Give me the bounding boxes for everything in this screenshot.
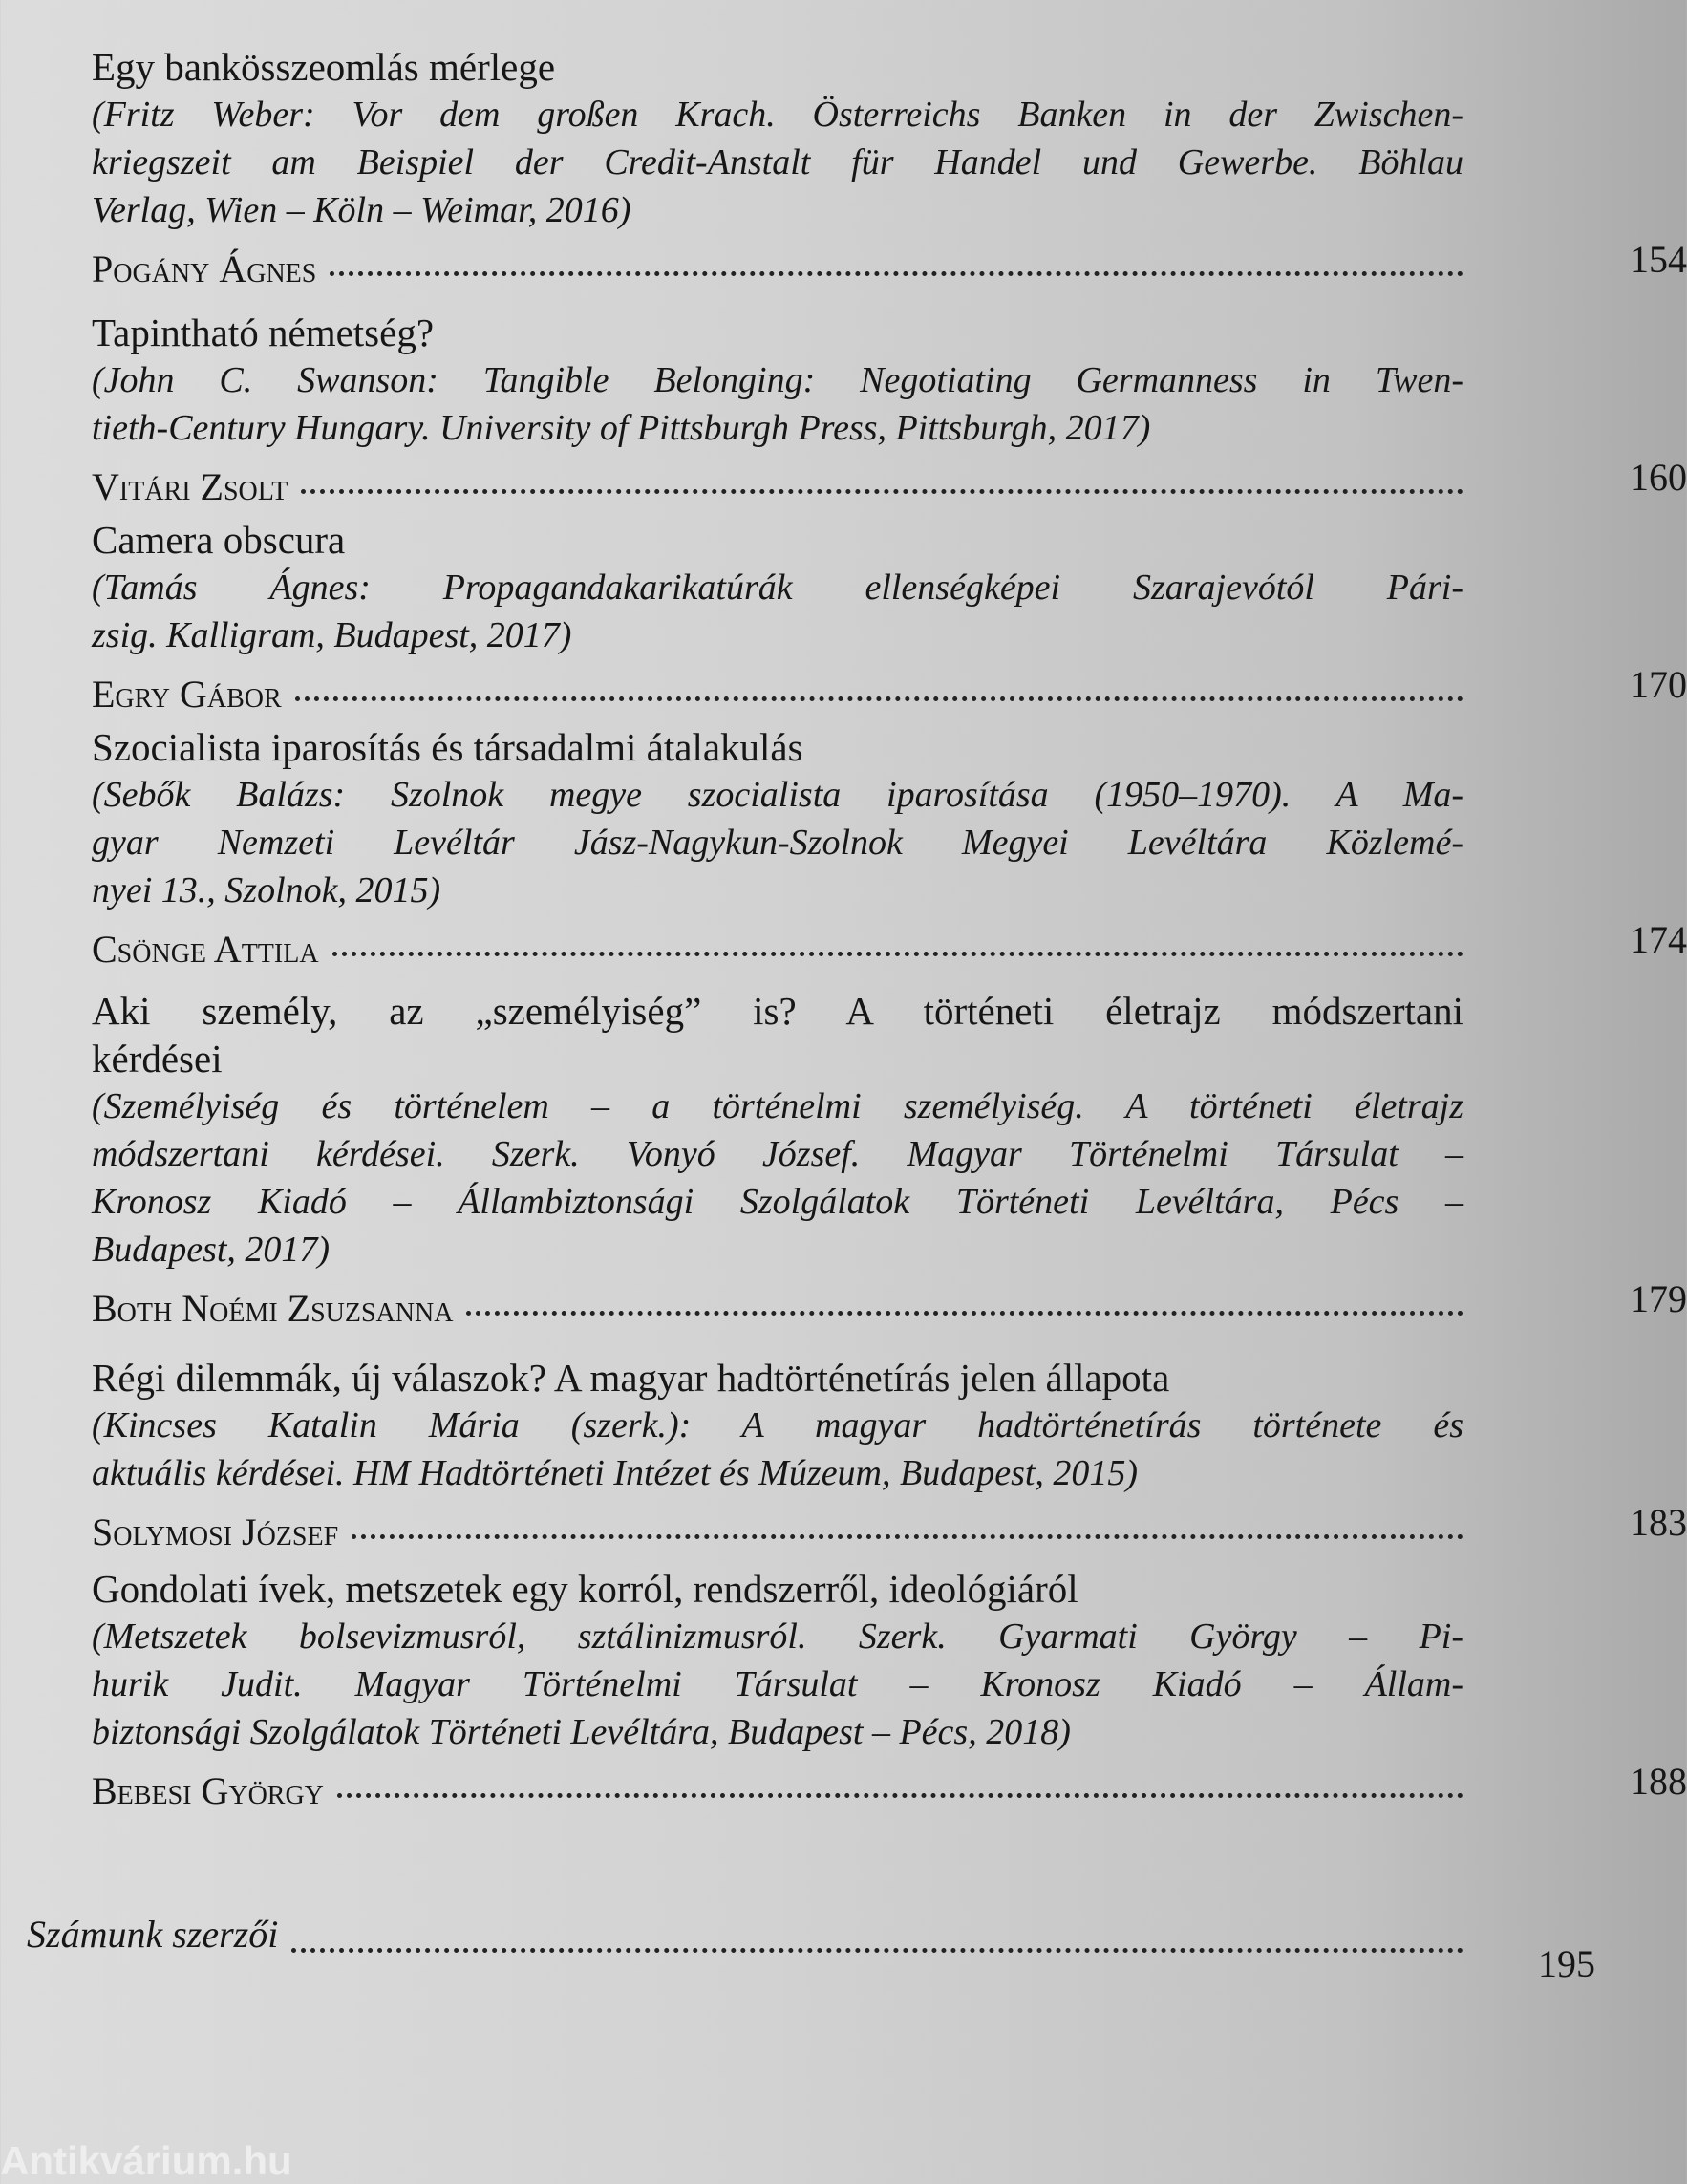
toc-entry xyxy=(92,43,1687,293)
page-number: 174 xyxy=(1630,918,1687,961)
entry-author: Egry Gábor xyxy=(92,673,282,716)
author-row xyxy=(92,1501,1687,1556)
entry-author: Solymosi József xyxy=(92,1510,339,1553)
entry-citation-line: Budapest, 2017) xyxy=(92,1230,331,1270)
entry-citation-line: hurik Judit. Magyar Történelmi Társulat – Kronosz Kiadó – Állam- xyxy=(92,1664,1463,1704)
entry-title: Szocialista iparosítás és társadalmi átalakulás xyxy=(92,725,803,769)
entry-citation-line: (Fritz Weber: Vor dem großen Krach. Österreichs Banken in der Zwischen- xyxy=(92,95,1463,135)
entry-citation-line: zsig. Kalligram, Budapest, 2017) xyxy=(92,615,572,655)
entry-title: Tapintható németség? xyxy=(92,310,435,354)
author-row xyxy=(92,1760,1687,1815)
entry-author: Bebesi György xyxy=(92,1769,324,1812)
watermark: Antikvárium.hu xyxy=(0,2138,292,2183)
dot-leader xyxy=(291,1948,1463,1953)
entry-citation-line: gyar Nemzeti Levéltár Jász-Nagykun-Szolnok Megyei Levéltára Közlemé- xyxy=(92,823,1463,863)
toc-entry xyxy=(92,987,1687,1333)
dot-leader xyxy=(330,271,1463,276)
entry-author: Vitári Zsolt xyxy=(92,465,288,508)
toc-entry xyxy=(92,309,1687,511)
page-number: 154 xyxy=(1630,238,1687,281)
author-row xyxy=(92,918,1687,974)
page-number: 188 xyxy=(1630,1760,1687,1803)
entry-title: Camera obscura xyxy=(92,518,346,562)
page-number: 160 xyxy=(1630,456,1687,499)
entry-title: Gondolati ívek, metszetek egy korról, rendszerről, ideológiáról xyxy=(92,1567,1078,1611)
dot-leader xyxy=(352,1534,1463,1539)
entry-title: Régi dilemmák, új válaszok? A magyar hadtörténetírás jelen állapota xyxy=(92,1356,1170,1400)
page-number: 179 xyxy=(1630,1277,1687,1320)
entry-citation-line: nyei 13., Szolnok, 2015) xyxy=(92,870,441,910)
toc-entry xyxy=(92,1565,1687,1815)
entry-title: Aki személy, az „személyiség” is? A történeti életrajz módszertani xyxy=(92,989,1463,1033)
dot-leader xyxy=(295,696,1463,701)
toc-entry xyxy=(92,1354,1687,1556)
toc-entry xyxy=(92,516,1687,718)
contributors-entry xyxy=(27,1912,1595,1985)
entry-title: Egy bankösszeomlás mérlege xyxy=(92,45,556,89)
entry-citation-line: kriegszeit am Beispiel der Credit-Anstalt für Handel und Gewerbe. Böhlau xyxy=(92,142,1463,182)
entry-citation-line: biztonsági Szolgálatok Történeti Levéltára, Budapest – Pécs, 2018) xyxy=(92,1712,1071,1752)
dot-leader xyxy=(337,1793,1463,1798)
entry-citation-line: (Személyiség és történelem – a történelmi személyiség. A történeti életrajz xyxy=(92,1086,1463,1126)
entry-author: Csönge Attila xyxy=(92,928,319,971)
dot-leader xyxy=(301,489,1463,494)
page-number: 195 xyxy=(1538,1942,1595,1985)
page-number: 170 xyxy=(1630,663,1687,706)
entry-citation-line: (Tamás Ágnes: Propagandakarikatúrák ellenségképei Szarajevótól Pári- xyxy=(92,567,1463,608)
author-row xyxy=(92,456,1687,511)
entry-title: kérdései xyxy=(92,1037,223,1081)
author-row xyxy=(92,238,1687,293)
entry-citation-line: (Metszetek bolsevizmusról, sztálinizmusról. Szerk. Gyarmati György – Pi- xyxy=(92,1617,1463,1657)
author-row xyxy=(92,1277,1687,1333)
entry-citation-line: módszertani kérdései. Szerk. Vonyó József. Magyar Történelmi Társulat – xyxy=(92,1134,1463,1174)
toc-entry xyxy=(92,723,1687,974)
author-row xyxy=(92,663,1687,718)
entry-citation-line: (Sebők Balázs: Szolnok megye szocialista iparosítása (1950–1970). A Ma- xyxy=(92,775,1463,815)
page-number: 183 xyxy=(1630,1501,1687,1544)
entry-citation-line: (Kincses Katalin Mária (szerk.): A magyar hadtörténetírás története és xyxy=(92,1405,1463,1445)
entry-author: Pogány Ágnes xyxy=(92,247,317,290)
entry-citation-line: tieth-Century Hungary. University of Pittsburgh Press, Pittsburgh, 2017) xyxy=(92,408,1151,448)
dot-leader xyxy=(466,1311,1463,1316)
entry-citation-line: aktuális kérdései. HM Hadtörténeti Intézet és Múzeum, Budapest, 2015) xyxy=(92,1453,1139,1493)
contributors-label: Számunk szerzői xyxy=(27,1913,279,1956)
entry-citation-line: Verlag, Wien – Köln – Weimar, 2016) xyxy=(92,190,631,230)
entry-author: Both Noémi Zsuzsanna xyxy=(92,1287,454,1330)
dot-leader xyxy=(332,952,1463,956)
entry-citation-line: (John C. Swanson: Tangible Belonging: Negotiating Germanness in Twen- xyxy=(92,360,1463,400)
entry-citation-line: Kronosz Kiadó – Állambiztonsági Szolgálatok Történeti Levéltára, Pécs – xyxy=(92,1182,1463,1222)
